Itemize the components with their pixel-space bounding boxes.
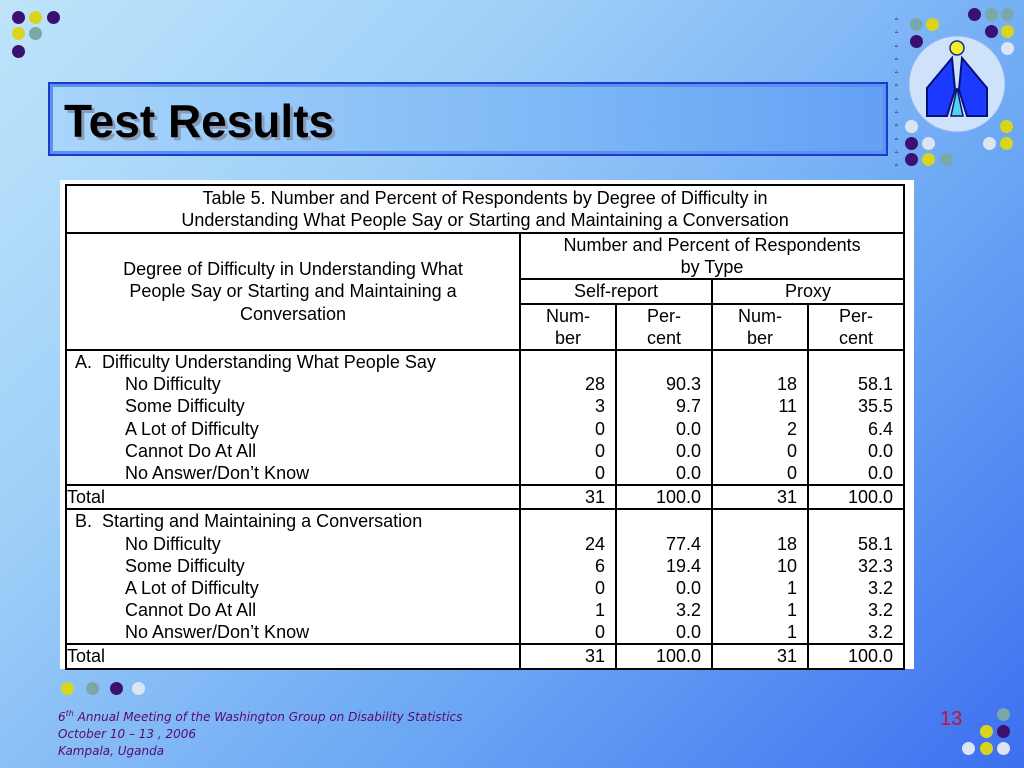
cell-value: 0.0: [868, 440, 894, 461]
cell-value: 3.2: [868, 622, 894, 643]
decor-dot: [12, 11, 25, 24]
self-report-number-column: [520, 350, 616, 485]
cell-value: 31: [712, 485, 808, 509]
cell-value: 0: [786, 462, 797, 483]
cell-value: 3.2: [868, 577, 894, 598]
swirl-decoration: 𝅈 𝅈 𝅈 𝅈 𝅈 𝅈 𝅈 𝅈 𝅈 𝅈 𝅈 𝅈: [893, 9, 899, 171]
header-line: Per-: [646, 305, 681, 326]
row-label: A Lot of Difficulty: [125, 577, 259, 598]
decor-dot: [980, 742, 993, 755]
cell-value: 18: [776, 374, 797, 395]
stub-header-line: Conversation: [239, 303, 347, 324]
header-line: cent: [839, 327, 874, 348]
cell-value: 1: [786, 600, 797, 621]
decor-dot: [922, 137, 935, 150]
cell-value: 0.0: [675, 622, 701, 643]
decor-dot: [922, 153, 935, 166]
decor-dot: [12, 45, 25, 58]
cell-value: 6: [594, 555, 605, 576]
decor-dot: [997, 725, 1010, 738]
row-label: No Answer/Don’t Know: [125, 622, 310, 643]
table-container: [60, 180, 914, 669]
percent-column-header: [808, 304, 904, 350]
number-column-header: [520, 304, 616, 350]
proxy-number-column: [712, 509, 808, 644]
self-report-header: Self-report: [520, 279, 712, 303]
decor-dot: [985, 8, 998, 21]
cell-value: 28: [584, 374, 605, 395]
cell-value: 0.0: [868, 462, 894, 483]
cell-value: 1: [786, 622, 797, 643]
header-line: cent: [646, 327, 682, 348]
decor-dot: [905, 137, 918, 150]
cell-value: 1: [594, 600, 605, 621]
number-column-header: [712, 304, 808, 350]
group-header-line: Number and Percent of Respondents: [563, 235, 861, 255]
proxy-number-column: [712, 350, 808, 485]
percent-column-header: [616, 304, 712, 350]
cell-value: 58.1: [858, 533, 894, 554]
cell-value: 0: [594, 622, 605, 643]
results-table: [65, 184, 905, 670]
decor-dot: [86, 682, 99, 695]
row-label: No Answer/Don’t Know: [125, 462, 310, 483]
total-label: Total: [66, 485, 520, 509]
row-label: Cannot Do At All: [125, 600, 257, 621]
decor-dot: [1000, 137, 1013, 150]
cell-value: 0.0: [675, 577, 701, 598]
footer-location: Kampala, Uganda: [58, 744, 165, 758]
cell-value: 0.0: [675, 440, 701, 461]
cell-value: 100.0: [616, 644, 712, 668]
row-label: Some Difficulty: [125, 555, 245, 576]
stub-header-line: Degree of Difficulty in Understanding What: [123, 259, 463, 280]
section-heading: A. Difficulty Understanding What People Say: [75, 352, 436, 373]
header-line: ber: [554, 327, 581, 348]
footer: [58, 705, 462, 760]
cell-value: 35.5: [858, 396, 894, 417]
total-row: [66, 644, 904, 668]
footer-ordinal-suffix: th: [65, 709, 74, 718]
cell-value: 9.7: [675, 396, 701, 417]
praying-hands-icon: [905, 32, 1009, 136]
decor-dot: [61, 682, 74, 695]
decor-dot: [110, 682, 123, 695]
section-a-body: [66, 350, 904, 485]
decor-dot: [910, 18, 923, 31]
decor-dot: [905, 153, 918, 166]
cell-value: 0: [594, 440, 605, 461]
cell-value: 11: [778, 396, 797, 417]
row-label: Some Difficulty: [125, 396, 245, 417]
cell-value: 0.0: [675, 462, 701, 483]
decor-dot: [983, 137, 996, 150]
cell-value: 0: [594, 418, 605, 439]
page-number: 13: [940, 708, 963, 730]
cell-value: 3.2: [675, 600, 701, 621]
stub-header-line: People Say or Starting and Maintaining a: [129, 281, 457, 302]
cell-value: 19.4: [665, 555, 701, 576]
footer-ordinal: 6: [58, 710, 66, 724]
cell-value: 0: [594, 462, 605, 483]
decor-dot: [132, 682, 145, 695]
decor-dot: [968, 8, 981, 21]
footer-line: [58, 705, 462, 726]
title-bar: [48, 82, 888, 156]
row-label: A Lot of Difficulty: [125, 418, 259, 439]
decor-dot: [926, 18, 939, 31]
cell-value: 100.0: [808, 485, 904, 509]
decor-dot: [47, 11, 60, 24]
cell-value: 3.2: [868, 600, 894, 621]
header-line: Num-: [546, 305, 590, 326]
decor-dot: [29, 27, 42, 40]
header-line: ber: [746, 327, 773, 348]
proxy-percent-column: [808, 350, 904, 485]
cell-value: 0: [786, 440, 797, 461]
proxy-percent-column: [808, 509, 904, 644]
self-report-percent-column: [616, 509, 712, 644]
cell-value: 6.4: [868, 418, 894, 439]
cell-value: 2: [786, 418, 797, 439]
decor-dot: [29, 11, 42, 24]
header-line: Per-: [839, 305, 874, 326]
cell-value: 90.3: [665, 374, 701, 395]
group-header: [520, 233, 904, 279]
decor-dot: [980, 725, 993, 738]
self-report-number-column: [520, 509, 616, 644]
section-heading: B. Starting and Maintaining a Conversation: [75, 511, 423, 532]
row-label: No Difficulty: [125, 533, 221, 554]
table-caption: [66, 185, 904, 233]
decor-dot: [997, 708, 1010, 721]
proxy-header: Proxy: [712, 279, 904, 303]
decor-dot: [1001, 8, 1014, 21]
decor-dot: [997, 742, 1010, 755]
cell-value: 1: [786, 577, 797, 598]
cell-value: 100.0: [616, 485, 712, 509]
decor-dot: [12, 27, 25, 40]
footer-meeting-name: Annual Meeting of the Washington Group on Disability Statistics: [73, 710, 463, 724]
stub-header: [66, 233, 520, 350]
header-line: Num-: [738, 305, 782, 326]
caption-line: Understanding What People Say or Starting and Maintaining a Conversation: [181, 210, 789, 230]
footer-dates: October 10 – 13 , 2006: [58, 727, 196, 741]
cell-value: 31: [712, 644, 808, 668]
total-label: Total: [66, 644, 520, 668]
section-b-labels: [66, 509, 520, 644]
cell-value: 24: [584, 533, 605, 554]
cell-value: 0.0: [675, 418, 701, 439]
cell-value: 3: [594, 396, 605, 417]
total-row: [66, 485, 904, 509]
cell-value: 10: [776, 555, 797, 576]
cell-value: 58.1: [858, 374, 894, 395]
cell-value: 77.4: [665, 533, 701, 554]
row-label: No Difficulty: [125, 374, 221, 395]
decor-dot: [962, 742, 975, 755]
cell-value: 18: [776, 533, 797, 554]
row-label: Cannot Do At All: [125, 440, 257, 461]
cell-value: 32.3: [858, 555, 894, 576]
self-report-percent-column: [616, 350, 712, 485]
group-header-line: by Type: [680, 257, 744, 278]
cell-value: 31: [520, 485, 616, 509]
cell-value: 31: [520, 644, 616, 668]
cell-value: 0: [594, 577, 605, 598]
section-a-labels: [66, 350, 520, 485]
decor-dot: [940, 153, 953, 166]
section-b-body: [66, 509, 904, 644]
page-title: Test Results: [64, 95, 335, 147]
cell-value: 100.0: [808, 644, 904, 668]
caption-line: Table 5. Number and Percent of Respondents by Degree of Difficulty in: [202, 187, 768, 208]
